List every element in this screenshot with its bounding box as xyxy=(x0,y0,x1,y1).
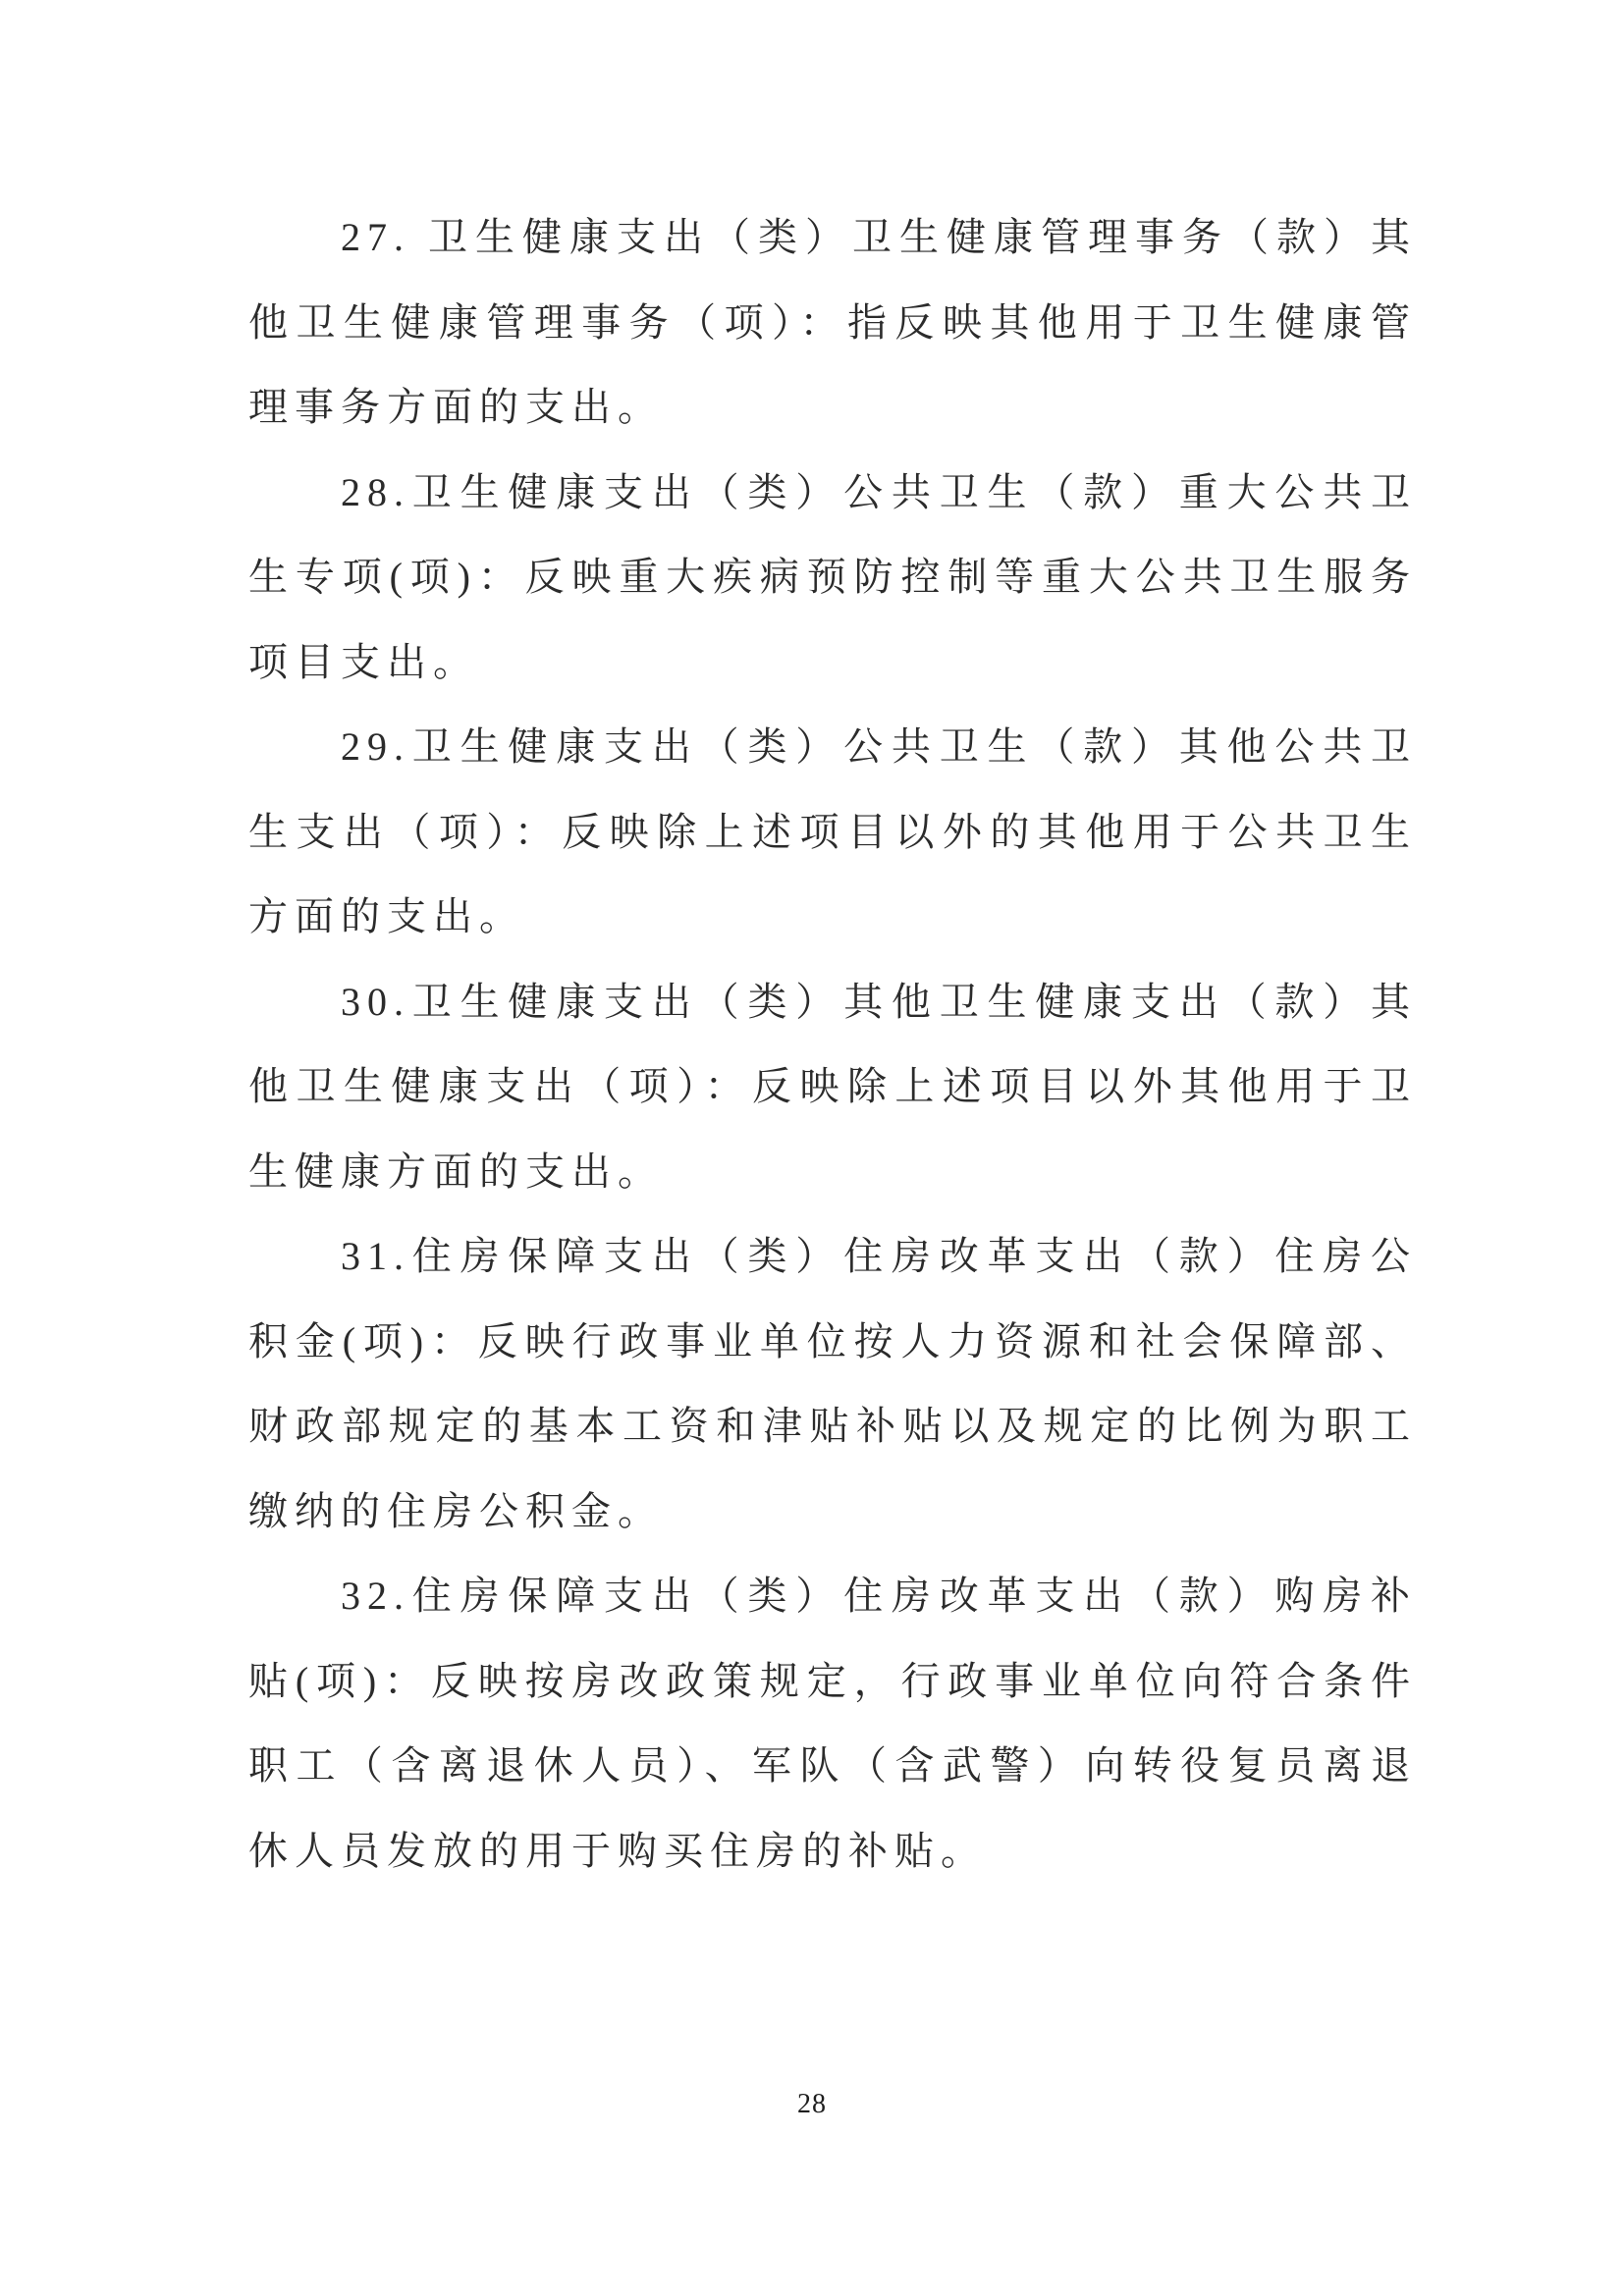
document-body xyxy=(248,195,1417,1894)
paragraph-item-32: 32.住房保障支出（类）住房改革支出（款）购房补贴(项)：反映按房改政策规定，行政事业单位向符合条件职工（含离退休人员）、军队（含武警）向转役复员离退休人员发放的用于购买住房的补贴。 xyxy=(248,1574,1417,1873)
paragraph-item-27: 27. 卫生健康支出（类）卫生健康管理事务（款）其他卫生健康管理事务（项）：指反映其他用于卫生健康管理事务方面的支出。 xyxy=(248,215,1417,429)
page-number: 28 xyxy=(797,2089,827,2119)
paragraph-item-28: 28.卫生健康支出（类）公共卫生（款）重大公共卫生专项(项)：反映重大疾病预防控制等重大公共卫生服务项目支出。 xyxy=(248,469,1417,684)
paragraph-item-30: 30.卫生健康支出（类）其他卫生健康支出（款）其他卫生健康支出（项）：反映除上述项目以外其他用于卫生健康方面的支出。 xyxy=(248,979,1417,1194)
paragraph-item-29: 29.卫生健康支出（类）公共卫生（款）其他公共卫生支出（项）：反映除上述项目以外的其他用于公共卫生方面的支出。 xyxy=(248,724,1417,938)
paragraph-item-31: 31.住房保障支出（类）住房改革支出（款）住房公积金(项)：反映行政事业单位按人力资源和社会保障部、财政部规定的基本工资和津贴补贴以及规定的比例为职工缴纳的住房公积金。 xyxy=(248,1234,1417,1533)
page-footer xyxy=(0,2089,1624,2120)
